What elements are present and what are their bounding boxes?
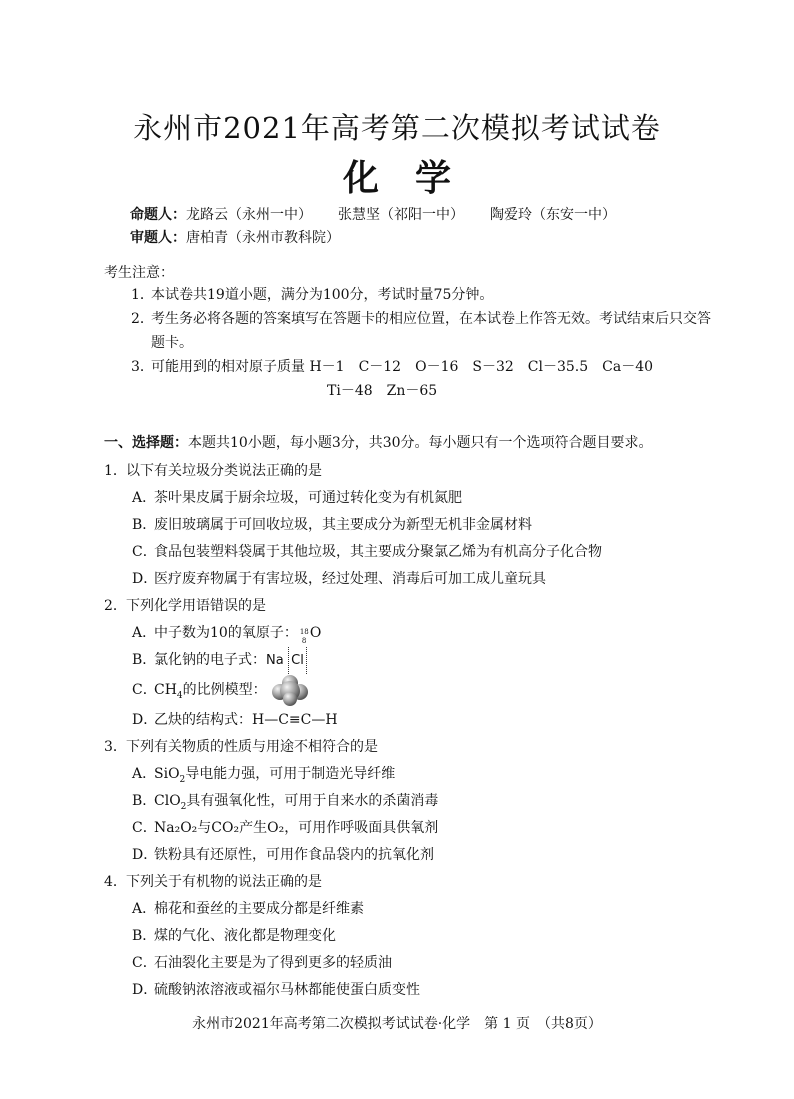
option-text: 具有强氧化性，可用于自来水的杀菌消毒 bbox=[186, 793, 439, 809]
option-label: B． bbox=[132, 928, 157, 944]
option-label: D． bbox=[132, 847, 158, 863]
notice-heading: 考生注意： bbox=[104, 265, 174, 281]
notice-item-cont: Ti－48 Zn－65 bbox=[327, 383, 438, 399]
formula-sub: 4 bbox=[176, 690, 183, 701]
option bbox=[104, 647, 724, 674]
option bbox=[104, 788, 724, 815]
setters-line bbox=[130, 204, 616, 227]
notice-num: 3． bbox=[131, 359, 154, 375]
option bbox=[104, 950, 724, 977]
section-heading bbox=[104, 432, 724, 454]
question-text: 下列有关物质的性质与用途不相符合的是 bbox=[126, 739, 378, 755]
option-label: A． bbox=[132, 901, 157, 917]
question-stem bbox=[104, 593, 724, 620]
option bbox=[104, 815, 724, 842]
option bbox=[104, 485, 724, 512]
option bbox=[104, 512, 724, 539]
option-label: D． bbox=[132, 712, 158, 728]
electron-dot-chlorine bbox=[288, 647, 307, 674]
page-footer: 永州市2021年高考第二次模拟考试试卷·化学 第 1 页 （共8页） bbox=[192, 1016, 602, 1032]
option-label: D． bbox=[132, 982, 158, 998]
setter-1: 龙路云（永州一中） bbox=[186, 207, 312, 223]
option bbox=[104, 620, 724, 647]
question-text: 下列化学用语错误的是 bbox=[126, 598, 266, 614]
formula-acetylene: H—C≡C—H bbox=[252, 712, 338, 728]
option-label: C． bbox=[132, 544, 157, 560]
formula-cl: Cl bbox=[291, 653, 304, 668]
question-stem bbox=[104, 458, 724, 485]
option-label: C． bbox=[132, 820, 157, 836]
isotope-mass: 18 bbox=[299, 628, 309, 636]
option bbox=[104, 674, 724, 707]
notice-list bbox=[131, 283, 711, 403]
section-label: 一、选择题： bbox=[104, 435, 188, 451]
question-num: 1． bbox=[104, 463, 127, 479]
question-num: 2． bbox=[104, 598, 127, 614]
option bbox=[104, 539, 724, 566]
notice-item bbox=[131, 307, 711, 355]
reviewer-label: 审题人： bbox=[130, 230, 186, 246]
authors-block bbox=[130, 204, 616, 250]
option-text: 导电能力强，可用于制造光导纤维 bbox=[185, 766, 396, 782]
subject-title: 化学 bbox=[342, 157, 487, 199]
question-num: 3． bbox=[104, 739, 127, 755]
option-text: 中子数为10的氧原子： bbox=[154, 625, 298, 641]
option-text: 废旧玻璃属于可回收垃圾，其主要成分为新型无机非金属材料 bbox=[154, 517, 532, 533]
setters-label: 命题人： bbox=[130, 207, 186, 223]
option bbox=[104, 923, 724, 950]
question-list bbox=[104, 458, 724, 1004]
reviewer-line bbox=[130, 227, 616, 250]
option-label: C． bbox=[132, 955, 157, 971]
isotope-notation bbox=[298, 623, 310, 645]
option-label: A． bbox=[132, 625, 157, 641]
question-text: 下列关于有机物的说法正确的是 bbox=[126, 874, 322, 890]
option-text: 棉花和蚕丝的主要成分都是纤维素 bbox=[154, 901, 364, 917]
isotope-atomic-number: 8 bbox=[301, 637, 307, 645]
option-label: D． bbox=[132, 571, 158, 587]
notice-num: 2． bbox=[131, 311, 154, 327]
notice-text: 本试卷共19道小题，满分为100分，考试时量75分钟。 bbox=[151, 287, 494, 303]
option bbox=[104, 896, 724, 923]
option-label: C． bbox=[132, 682, 157, 698]
section-desc: 本题共10小题，每小题3分，共30分。每小题只有一个选项符合题目要求。 bbox=[188, 435, 653, 451]
setter-3: 陶爱玲（东安一中） bbox=[490, 207, 616, 223]
question-num: 4． bbox=[104, 874, 127, 890]
option-text: 医疗废弃物属于有害垃圾，经过处理、消毒后可加工成儿童玩具 bbox=[154, 571, 546, 587]
option-label: A． bbox=[132, 766, 157, 782]
option-text: 氯化钠的电子式： bbox=[154, 652, 266, 668]
option-text: Na₂O₂与CO₂产生O₂，可用作呼吸面具供氧剂 bbox=[154, 820, 439, 836]
option-text: 硫酸钠浓溶液或福尔马林都能使蛋白质变性 bbox=[154, 982, 420, 998]
option-label: B． bbox=[132, 652, 157, 668]
methane-space-filling-model-icon bbox=[271, 674, 309, 706]
formula-clo2: ClO bbox=[154, 793, 181, 809]
option-text: 铁粉具有还原性，可用作食品袋内的抗氧化剂 bbox=[154, 847, 434, 863]
question-stem bbox=[104, 734, 724, 761]
option bbox=[104, 707, 724, 734]
formula-sub: 2 bbox=[179, 774, 186, 785]
exam-title: 永州市2021年高考第二次模拟考试试卷 bbox=[133, 111, 661, 145]
option bbox=[104, 566, 724, 593]
notice-item bbox=[131, 355, 711, 379]
formula-sio2: SiO bbox=[154, 766, 180, 782]
setter-2: 张慧坚（祁阳一中） bbox=[338, 207, 464, 223]
option-text: 煤的气化、液化都是物理变化 bbox=[154, 928, 336, 944]
formula-na: Na bbox=[266, 653, 284, 668]
reviewer: 唐柏青（永州市教科院） bbox=[186, 230, 340, 246]
isotope-symbol: O bbox=[309, 625, 322, 641]
question-stem bbox=[104, 869, 724, 896]
option-text: 的比例模型： bbox=[182, 682, 267, 698]
formula-sub: 2 bbox=[180, 801, 187, 812]
option-label: A． bbox=[132, 490, 157, 506]
option-label: B． bbox=[132, 517, 157, 533]
option-text: 茶叶果皮属于厨余垃圾，可通过转化变为有机氮肥 bbox=[154, 490, 462, 506]
option-text: 石油裂化主要是为了得到更多的轻质油 bbox=[154, 955, 392, 971]
formula-ch: CH bbox=[154, 682, 177, 698]
notice-item bbox=[131, 283, 711, 307]
notice-num: 1． bbox=[131, 287, 154, 303]
option bbox=[104, 977, 724, 1004]
option-text: 食品包装塑料袋属于其他垃圾，其主要成分聚氯乙烯为有机高分子化合物 bbox=[154, 544, 602, 560]
option-label: B． bbox=[132, 793, 157, 809]
notice-text: 考生务必将各题的答案填写在答题卡的相应位置，在本试卷上作答无效。考试结束后只交答题卡。 bbox=[151, 311, 711, 351]
option bbox=[104, 842, 724, 869]
option-text: 乙炔的结构式： bbox=[154, 712, 252, 728]
question-text: 以下有关垃圾分类说法正确的是 bbox=[126, 463, 322, 479]
option bbox=[104, 761, 724, 788]
notice-text: 可能用到的相对原子质量 H－1 C－12 O－16 S－32 Cl－35.5 Ca－40 bbox=[151, 359, 654, 375]
